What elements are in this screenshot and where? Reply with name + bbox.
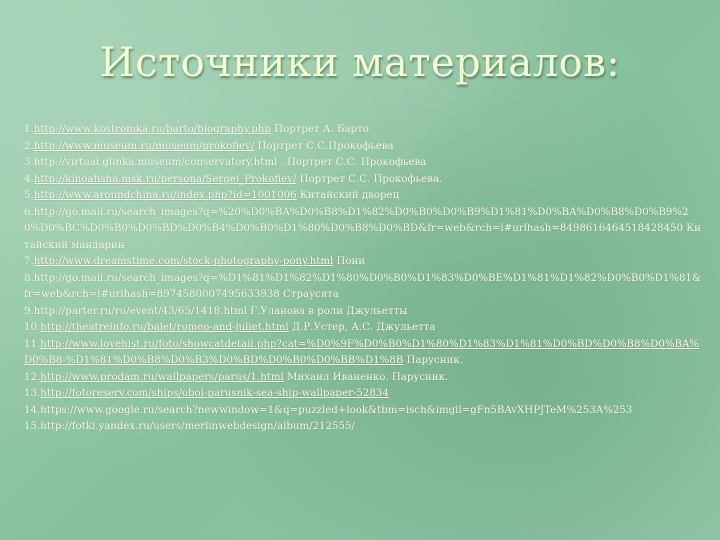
source-link[interactable]: http://kinoafisha.msk.ru/persona/Sergei_Prokofiev/ xyxy=(33,173,297,185)
source-item xyxy=(24,122,704,139)
slide-title: Источники материалов: xyxy=(99,40,621,86)
source-description: http://virtual.glinka.museum/conservatory.html . Портрет С.С. Прокофьева xyxy=(33,157,427,168)
source-item xyxy=(24,254,704,271)
source-number: 10. xyxy=(24,322,41,333)
source-item xyxy=(24,386,704,403)
source-description: Портрет А. Барто xyxy=(270,124,369,135)
source-number: 14. xyxy=(24,404,41,416)
source-description: Портрет С.С.Прокофьева xyxy=(254,140,394,152)
source-number: 1. xyxy=(24,124,34,135)
source-description: http://go.mail.ru/search_images?q=%D1%81%D1%82%D1%80%D0%B0%D1%83%D0%BE%D1%81%D1%82%D0%B0%D1%81&fr=web&rch=l#urlhash=8974580007495633938 Страусята xyxy=(24,272,701,300)
source-description: https://www.google.ru/search?newwindow=1&q=puzzled+look&tbm=isch&imgil=gFn5BAvXHPJTeM%253A%253 xyxy=(40,404,633,416)
source-description: Портрет С.С. Прокофьева. xyxy=(296,173,443,185)
source-link[interactable]: http://www.aroundchina.ru/index.php?id=1001006 xyxy=(33,190,297,201)
source-number: 3. xyxy=(24,157,34,168)
source-link[interactable]: http://www.prodam.ru/wallpapers/parus/1.html xyxy=(40,371,284,383)
source-description: Парусник. xyxy=(403,355,463,366)
source-number: 4. xyxy=(24,173,34,185)
source-item xyxy=(24,304,704,321)
source-item xyxy=(24,188,704,205)
source-description: Китайский дворец xyxy=(296,190,400,201)
source-link[interactable]: http://www.lovehist.ru/foto/showcatdetail.php?cat=%D0%9F%D0%B0%D1%80%D1%83%D1%81%D0%BD%D0%B8%D0%BA%D0%B8-%D1%81%D0%B8%D0%B3%D0%BD%D0%B0%D0%BB%D1%8B xyxy=(24,338,700,366)
source-description: Пони xyxy=(333,256,366,267)
source-item xyxy=(24,320,704,337)
source-link[interactable]: http://www.museum.ru/museum/prokofiev/ xyxy=(33,140,255,152)
source-description: http://parter.ru/ru/event/43/65/1418.html Г.Уланова в роли Джульетты xyxy=(33,305,408,317)
source-item xyxy=(24,419,704,436)
source-item xyxy=(24,139,704,156)
source-number: 6. xyxy=(24,206,34,218)
source-item xyxy=(24,337,704,370)
source-description: http://fotki.yandex.ru/users/merlinwebdesign/album/212555/ xyxy=(40,421,355,432)
source-description: Михаил Иваненко. Парусник. xyxy=(283,371,449,383)
sources-list xyxy=(24,122,704,436)
source-number: 7. xyxy=(24,256,34,267)
source-number: 8. xyxy=(24,272,34,284)
source-description: Д.Р.Устер, А.С. Джульетта xyxy=(288,322,436,333)
source-item xyxy=(24,205,704,255)
source-item xyxy=(24,271,704,304)
source-number: 13. xyxy=(24,388,41,399)
source-number: 9. xyxy=(24,305,34,317)
source-description: http://go.mail.ru/search_images?q=%20%D0%BA%D0%B8%D1%82%D0%B0%D0%B9%D1%81%D0%BA%D0%B8%D0%B9%20%D0%BC%D0%B0%D0%BD%D0%B4%D0%B0%D1%80%D0%B8%D0%BD&fr=web&rch=l#urlhash=8498616464518428450 Китайский мандарин xyxy=(24,206,701,251)
source-link[interactable]: http://www.kostromka.ru/barto/biography.php xyxy=(33,124,271,135)
source-number: 11. xyxy=(24,338,41,350)
source-number: 15. xyxy=(24,421,41,432)
source-item xyxy=(24,403,704,420)
source-number: 5. xyxy=(24,190,34,201)
source-link[interactable]: http://fotoreserv.com/ships/oboi-parusnik-sea-ship-wallpaper-52834 xyxy=(40,388,389,399)
source-link[interactable]: http://www.dreamstime.com/stock-photography-pony.html xyxy=(33,256,334,267)
source-number: 2. xyxy=(24,140,34,152)
source-item xyxy=(24,370,704,387)
source-item xyxy=(24,172,704,189)
source-item xyxy=(24,155,704,172)
source-link[interactable]: http://theatreinfo.ru/balet/romeo-and-juliet.html xyxy=(40,322,289,333)
source-number: 12. xyxy=(24,371,41,383)
